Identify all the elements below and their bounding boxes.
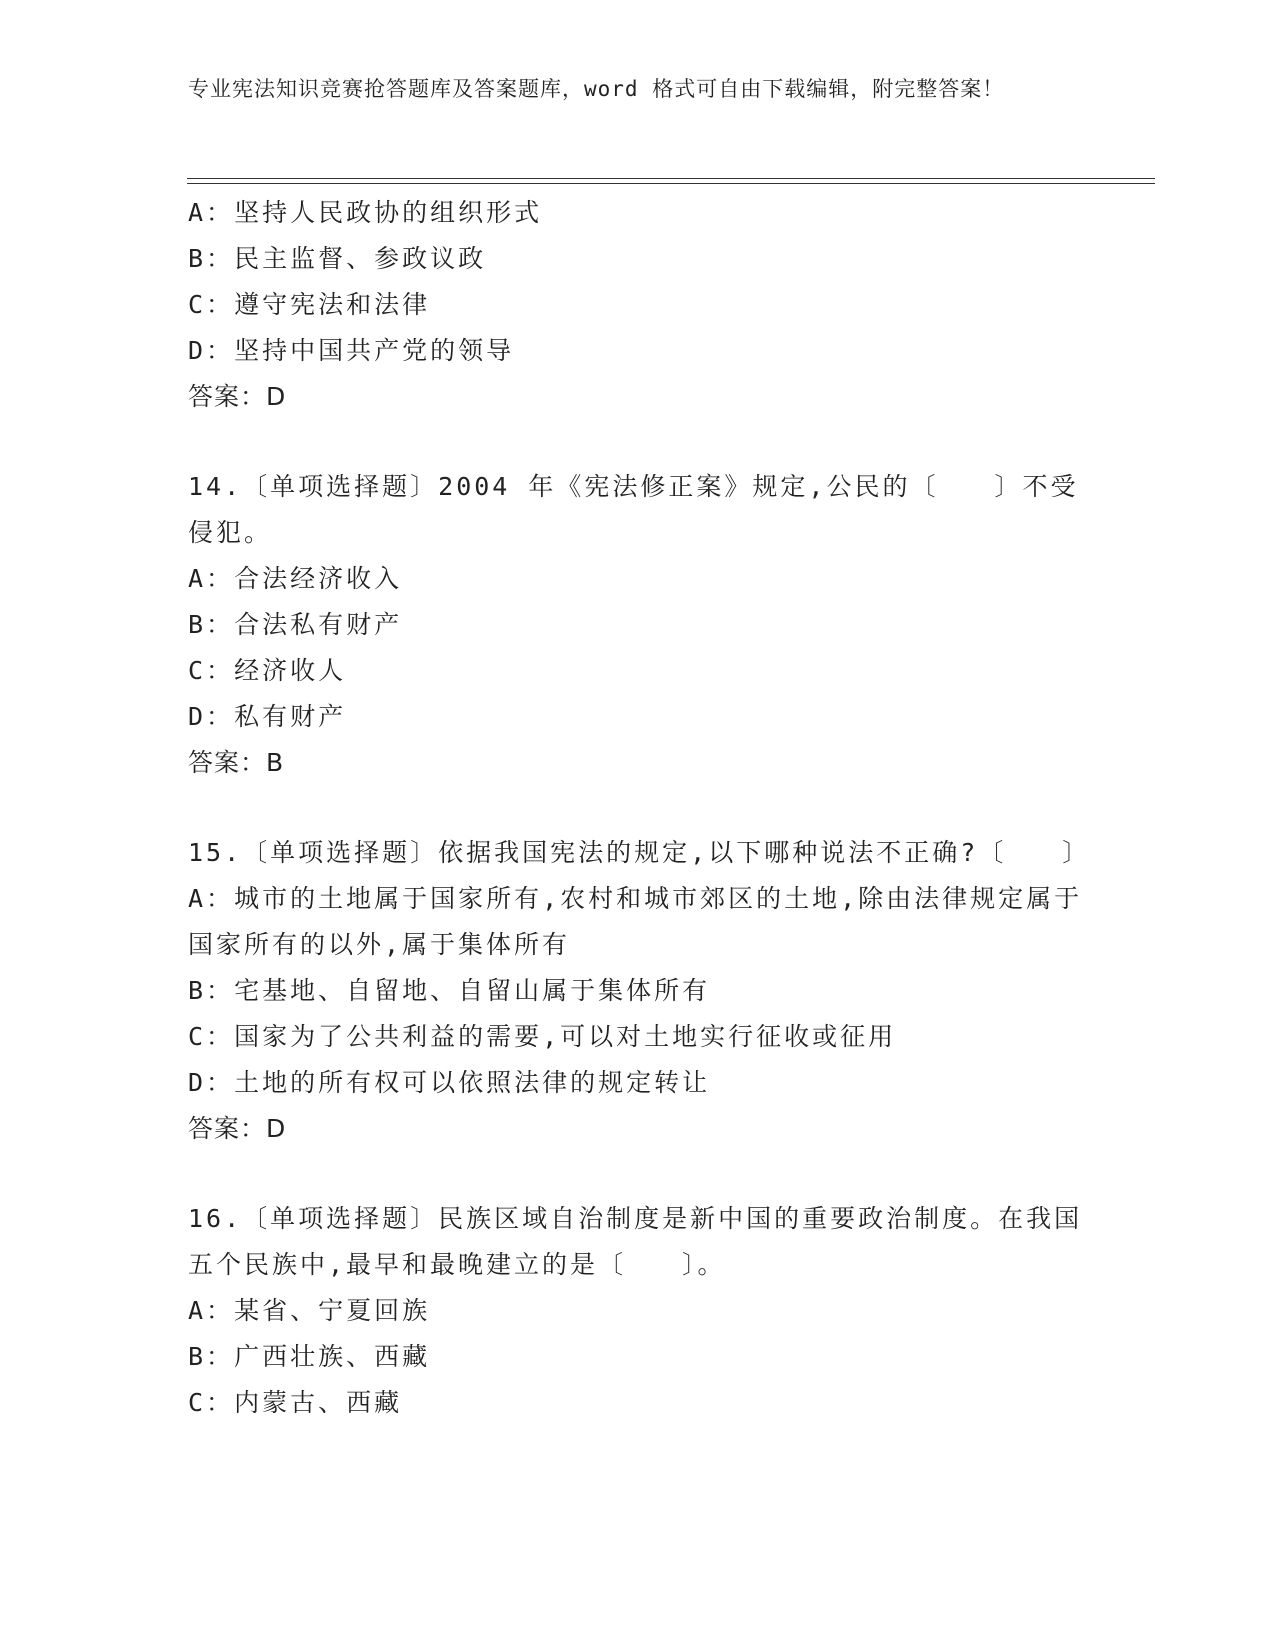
option-c: C：国家为了公共利益的需要,可以对土地实行征收或征用 <box>188 1022 897 1051</box>
question-stem: 16.〔单项选择题〕民族区域自治制度是新中国的重要政治制度。在我国五个民族中,最早和最晚建立的是〔 〕。 <box>188 1204 1083 1279</box>
question-block <box>188 830 1091 1152</box>
option-b: B：宅基地、自留地、自留山属于集体所有 <box>188 976 711 1005</box>
option-a: A：坚持人民政协的组织形式 <box>188 198 543 227</box>
option-c: C：遵守宪法和法律 <box>188 290 431 319</box>
question-block <box>188 190 1088 420</box>
header-rule-top <box>187 178 1155 179</box>
option-c: C：内蒙古、西藏 <box>188 1388 403 1417</box>
answer-line: 答案：D <box>188 1114 287 1143</box>
question-list <box>188 190 1091 1426</box>
option-d: D：坚持中国共产党的领导 <box>188 336 515 365</box>
question-block <box>188 464 1088 786</box>
option-b: B：合法私有财产 <box>188 610 403 639</box>
page-header-title: 专业宪法知识竞赛抢答题库及答案题库，word 格式可自由下载编辑，附完整答案！ <box>188 77 1005 101</box>
option-b: B：广西壮族、西藏 <box>188 1342 431 1371</box>
option-d: D：私有财产 <box>188 702 347 731</box>
option-a: A：城市的土地属于国家所有,农村和城市郊区的土地,除由法律规定属于国家所有的以外,属于集体所有 <box>188 884 1083 959</box>
header-rule-bottom <box>187 183 1155 184</box>
option-a: A：某省、宁夏回族 <box>188 1296 431 1325</box>
option-b: B：民主监督、参政议政 <box>188 244 487 273</box>
question-stem: 15.〔单项选择题〕依据我国宪法的规定,以下哪种说法不正确?〔 〕 <box>188 838 1091 867</box>
question-block <box>188 1196 1088 1426</box>
question-stem: 14.〔单项选择题〕2004 年《宪法修正案》规定,公民的〔 〕不受侵犯。 <box>188 472 1079 547</box>
option-a: A：合法经济收入 <box>188 564 403 593</box>
option-d: D：土地的所有权可以依照法律的规定转让 <box>188 1068 711 1097</box>
answer-line: 答案：B <box>188 748 285 777</box>
answer-line: 答案：D <box>188 382 287 411</box>
option-c: C：经济收人 <box>188 656 347 685</box>
